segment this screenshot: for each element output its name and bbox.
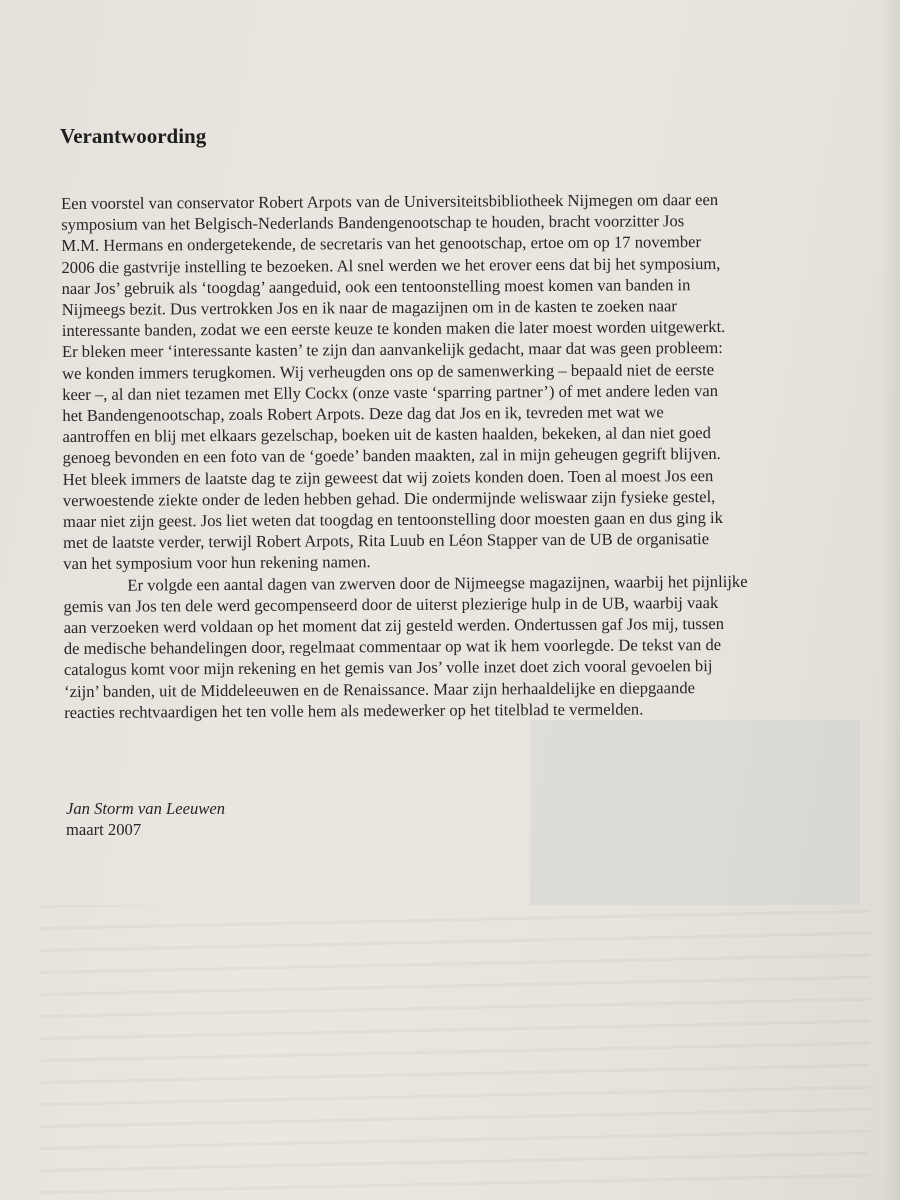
text-line: Er bleken meer ‘interessante kasten’ te zijn dan aanvankelijk gedacht, maar dat was geen probleem: [61,338,723,362]
text-line: aantroffen en blij met elkaars gezelschap, boeken uit de kasten haalden, bekeken, al dan niet goed [62,423,711,447]
paragraph-1 [61,188,823,574]
text-line: ‘zijn’ banden, uit de Middeleeuwen en de Renaissance. Maar zijn herhaaldelijke en diepgaande [63,677,696,701]
show-through-text [40,905,870,1195]
signature-block [66,798,225,840]
paragraph-2 [63,570,824,723]
text-line: naar Jos’ gebruik als ‘toogdag’ aangeduid, ook een tentoonstelling moest komen van banden in [61,274,691,298]
text-line: we konden immers terugkomen. Wij verheugden ons op de samenwerking – bepaald niet de eerste [62,359,715,383]
text-line: catalogus komt voor mijn rekening en het gemis van Jos’ volle inzet doet zich vooral gevoelen bij [63,656,713,680]
text-line: Het bleek immers de laatste dag te zijn geweest dat wij zoiets konden doen. Toen al moest Jos een [62,465,714,489]
text-line: aan verzoeken werd voldaan op het moment dat zij gesteld werden. Ondertussen gaf Jos mij, tussen [63,614,725,638]
page-edge-shadow [882,0,900,1200]
body-text [61,188,824,723]
text-line: Nijmeegs bezit. Dus vertrokken Jos en ik naar de magazijnen om in de kasten te zoeken naar [61,296,677,320]
text-line: genoeg bevonden en een foto van de ‘goede’ banden maakten, zal in mijn geheugen gegrift blijven. [62,444,721,468]
text-line: Er volgde een aantal dagen van zwerven door de Nijmeegse magazijnen, waarbij het pijnlijke [127,571,748,595]
text-line: maar niet zijn geest. Jos liet weten dat toogdag en tentoonstelling door moesten gaan en dus ging ik [62,508,723,532]
text-line: verwoestende ziekte onder de leden hebben gehad. Die ondermijnde weliswaar zijn fysieke gestel, [62,486,716,510]
text-line: het Bandengenootschap, zoals Robert Arpots. Deze dag dat Jos en ik, tevreden met wat we [62,402,664,426]
text-line: interessante banden, zodat we een eerste keuze te konden maken die later moest worden uitgewerkt. [61,317,726,341]
text-line: 2006 die gastvrije instelling te bezoeken. Al snel werden we het erover eens dat bij het symposium, [61,253,721,277]
author-name: Jan Storm van Leeuwen [66,799,225,818]
text-line: gemis van Jos ten dele werd gecompenseerd door de uiterst plezierige hulp in de UB, waarbij vaak [63,592,719,616]
signature-date: maart 2007 [66,820,142,839]
text-line: reacties rechtvaardigen het ten volle hem als medewerker op het titelblad te vermelden. [64,699,644,722]
text-line: keer –, al dan niet tezamen met Elly Cockx (onze vaste ‘sparring partner’) of met andere leden van [62,380,719,404]
show-through-image [530,720,860,905]
text-line: met de laatste verder, terwijl Robert Arpots, Rita Luub en Léon Stapper van de UB de organisatie [63,529,710,553]
section-heading: Verantwoording [60,124,207,148]
text-line: symposium van het Belgisch-Nederlands Bandengenootschap te houden, bracht voorzitter Jos [61,211,685,235]
text-line: de medische behandelingen door, regelmaat commentaar op wat ik hem voorlegde. De tekst van de [63,635,722,659]
text-line: van het symposium voor hun rekening namen. [63,552,371,574]
text-line: Een voorstel van conservator Robert Arpots van de Universiteitsbibliotheek Nijmegen om daar een [61,189,719,213]
text-line: M.M. Hermans en ondergetekende, de secretaris van het genootschap, ertoe om op 17 november [61,232,702,256]
